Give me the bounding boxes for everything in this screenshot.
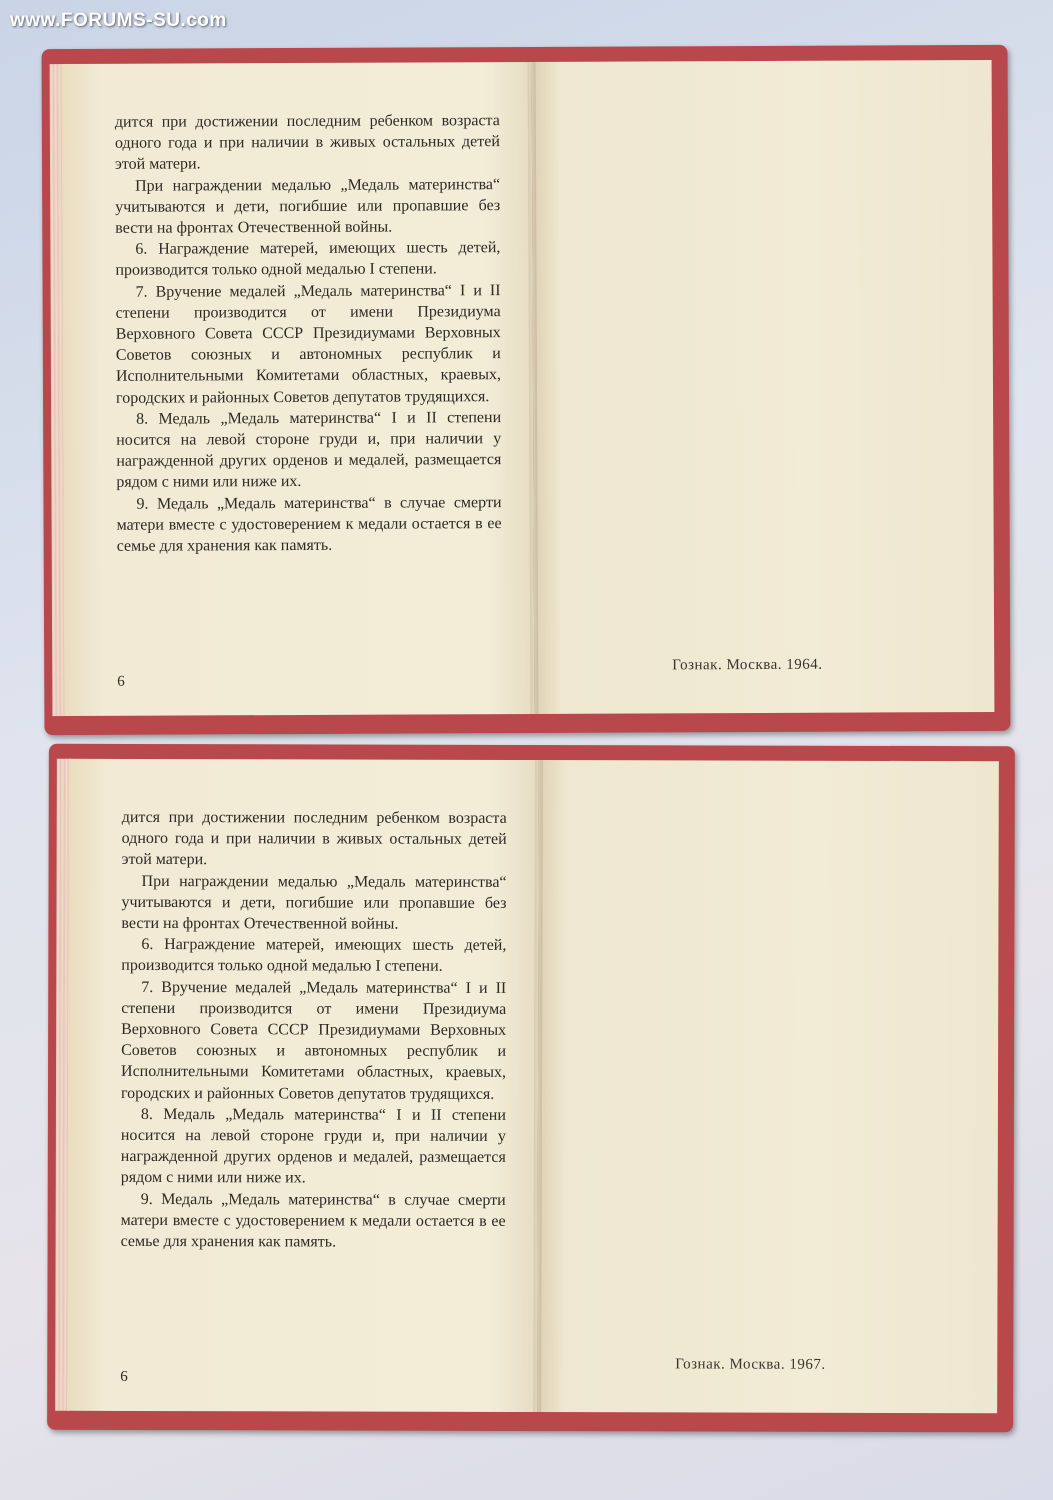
paragraph: При награждении медалью „Медаль материнства“ учитываются и дети, погибшие или пропавшие без вести на фронтах Отечественной войны.	[115, 175, 501, 237]
paragraph: 7. Вручение медалей „Медаль материнства“ I и II степени производится от имени Президиума Верховного Совета СССР Президиумами Верховных Советов союзных и автономных республик и Исполнительными Комитетами областных, краевых, городских и районных Советов депутатов трудящихся.	[120, 978, 507, 1103]
left-page	[67, 759, 539, 1412]
statute-text	[121, 807, 507, 1253]
right-page	[537, 760, 999, 1413]
paragraph: дится при достижении последним ребенком возраста одного года и при наличии в живых остальных детей этой матери.	[114, 112, 500, 174]
site-watermark: www.FORUMS-SU.com	[10, 10, 227, 31]
page-number: 6	[117, 673, 125, 690]
paragraph: 6. Награждение матерей, имеющих шесть детей, производится только одной медалью I степени.	[115, 239, 501, 280]
paragraph: 6. Награждение матерей, имеющих шесть детей, производится только одной медалью I степени.	[121, 936, 507, 976]
paragraph: При награждении медалью „Медаль материнства“ учитываются и дети, погибшие или пропавшие без вести на фронтах Отечественной войны.	[121, 872, 507, 933]
left-page	[62, 62, 535, 716]
right-page	[532, 60, 995, 714]
paragraph: 9. Медаль „Медаль материнства“ в случае смерти матери вместе с удостоверением к медали остается в ее семье для хранения как память.	[116, 493, 502, 555]
statute-text	[115, 110, 502, 557]
paragraph: 8. Медаль „Медаль материнства“ I и II степени носится на левой стороне груди и, при наличии у награжденной других орденов и медалей, размещается рядом с ними или ниже их.	[120, 1105, 506, 1187]
paragraph: дится при достижении последним ребенком возраста одного года и при наличии в живых остальных детей этой матери.	[121, 808, 507, 869]
printer-imprint: Гознак. Москва. 1967.	[675, 1356, 826, 1373]
printer-imprint: Гознак. Москва. 1964.	[672, 656, 823, 674]
paragraph: 9. Медаль „Медаль материнства“ в случае смерти матери вместе с удостоверением к медали остается в ее семье для хранения как память.	[120, 1190, 506, 1251]
spine	[533, 760, 543, 1412]
booklet-1967	[47, 744, 1015, 1433]
booklet-1964	[42, 45, 1011, 735]
page-number: 6	[120, 1368, 128, 1385]
paragraph: 8. Медаль „Медаль материнства“ I и II степени носится на левой стороне груди и, при наличии у награжденной других орденов и медалей, размещается рядом с ними или ниже их.	[116, 408, 502, 492]
paragraph: 7. Вручение медалей „Медаль материнства“ I и II степени производится от имени Президиума Верховного Совета СССР Президиумами Верховных Советов союзных и автономных республик и Исполнительными Комитетами областных, краевых, городских и районных Советов депутатов трудящихся.	[115, 281, 501, 407]
